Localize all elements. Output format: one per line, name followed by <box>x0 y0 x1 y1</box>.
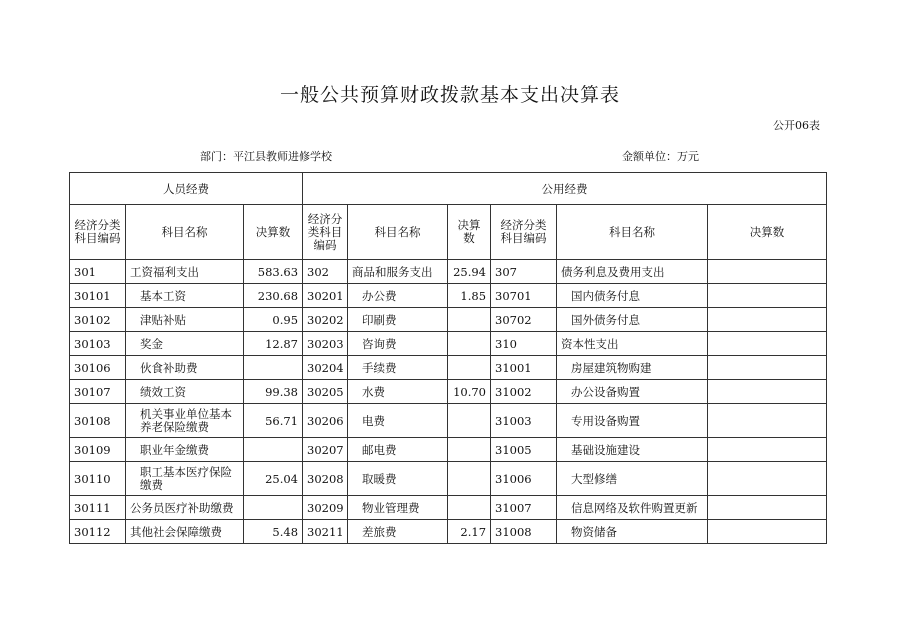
name-cell: 差旅费 <box>348 520 448 544</box>
code-cell: 307 <box>491 260 557 284</box>
table-row <box>70 496 827 520</box>
name-cell: 公务员医疗补助缴费 <box>126 496 244 520</box>
unit-label: 金额单位：万元 <box>622 150 699 163</box>
table-row <box>70 462 827 496</box>
amount-cell <box>708 438 827 462</box>
name-cell: 伙食补助费 <box>126 356 244 380</box>
amount-cell <box>708 308 827 332</box>
amount-cell: 25.94 <box>448 260 491 284</box>
code-cell: 30112 <box>70 520 126 544</box>
code-cell: 30110 <box>70 462 126 496</box>
group-personnel: 人员经费 <box>70 173 303 205</box>
name-cell: 绩效工资 <box>126 380 244 404</box>
code-cell: 31005 <box>491 438 557 462</box>
table-row <box>70 260 827 284</box>
name-cell: 房屋建筑物购建 <box>557 356 708 380</box>
name-cell: 物资储备 <box>557 520 708 544</box>
name-cell: 国内债务付息 <box>557 284 708 308</box>
code-cell: 30702 <box>491 308 557 332</box>
name-cell: 专用设备购置 <box>557 404 708 438</box>
group-public: 公用经费 <box>303 173 827 205</box>
code-cell: 30203 <box>303 332 348 356</box>
name-cell: 资本性支出 <box>557 332 708 356</box>
code-cell: 31008 <box>491 520 557 544</box>
amount-cell: 583.63 <box>244 260 303 284</box>
table-row <box>70 356 827 380</box>
code-cell: 30109 <box>70 438 126 462</box>
amount-cell: 99.38 <box>244 380 303 404</box>
amount-cell <box>244 438 303 462</box>
code-cell: 30208 <box>303 462 348 496</box>
name-cell: 印刷费 <box>348 308 448 332</box>
code-cell: 30108 <box>70 404 126 438</box>
amount-cell <box>448 332 491 356</box>
header-amount: 决算数 <box>708 205 827 260</box>
amount-cell <box>448 356 491 380</box>
name-cell: 大型修缮 <box>557 462 708 496</box>
code-cell: 31007 <box>491 496 557 520</box>
table-row <box>70 332 827 356</box>
amount-cell <box>708 496 827 520</box>
name-cell: 办公设备购置 <box>557 380 708 404</box>
header-amount: 决算数 <box>244 205 303 260</box>
amount-cell <box>244 496 303 520</box>
code-cell: 301 <box>70 260 126 284</box>
header-name: 科目名称 <box>348 205 448 260</box>
header-code: 经济分类科目编码 <box>70 205 126 260</box>
table-row <box>70 284 827 308</box>
table-row <box>70 380 827 404</box>
name-cell: 国外债务付息 <box>557 308 708 332</box>
name-cell: 取暖费 <box>348 462 448 496</box>
amount-cell <box>708 332 827 356</box>
code-cell: 30701 <box>491 284 557 308</box>
name-cell: 商品和服务支出 <box>348 260 448 284</box>
header-code: 经济分类科目编码 <box>303 205 348 260</box>
code-cell: 30204 <box>303 356 348 380</box>
amount-cell: 56.71 <box>244 404 303 438</box>
name-cell: 工资福利支出 <box>126 260 244 284</box>
code-cell: 302 <box>303 260 348 284</box>
amount-cell <box>708 404 827 438</box>
amount-cell <box>708 356 827 380</box>
name-cell: 津贴补贴 <box>126 308 244 332</box>
header-name: 科目名称 <box>126 205 244 260</box>
amount-cell: 25.04 <box>244 462 303 496</box>
name-cell: 信息网络及软件购置更新 <box>557 496 708 520</box>
name-cell: 其他社会保障缴费 <box>126 520 244 544</box>
amount-cell <box>708 260 827 284</box>
amount-cell <box>708 520 827 544</box>
department-label: 部门：平江县教师进修学校 <box>200 150 332 163</box>
code-cell: 30211 <box>303 520 348 544</box>
name-cell: 职业年金缴费 <box>126 438 244 462</box>
code-cell: 30209 <box>303 496 348 520</box>
amount-cell: 1.85 <box>448 284 491 308</box>
name-cell: 邮电费 <box>348 438 448 462</box>
code-cell: 30101 <box>70 284 126 308</box>
code-cell: 30107 <box>70 380 126 404</box>
header-code: 经济分类科目编码 <box>491 205 557 260</box>
name-cell: 物业管理费 <box>348 496 448 520</box>
amount-cell: 230.68 <box>244 284 303 308</box>
amount-cell <box>708 380 827 404</box>
code-cell: 30202 <box>303 308 348 332</box>
name-cell: 机关事业单位基本养老保险缴费 <box>126 404 244 438</box>
amount-cell: 10.70 <box>448 380 491 404</box>
name-cell: 办公费 <box>348 284 448 308</box>
code-cell: 30102 <box>70 308 126 332</box>
code-cell: 30103 <box>70 332 126 356</box>
amount-cell <box>244 356 303 380</box>
code-cell: 31002 <box>491 380 557 404</box>
name-cell: 基础设施建设 <box>557 438 708 462</box>
name-cell: 债务利息及费用支出 <box>557 260 708 284</box>
amount-cell: 12.87 <box>244 332 303 356</box>
amount-cell: 5.48 <box>244 520 303 544</box>
amount-cell <box>448 404 491 438</box>
header-name: 科目名称 <box>557 205 708 260</box>
code-cell: 30106 <box>70 356 126 380</box>
code-cell: 31001 <box>491 356 557 380</box>
table-row <box>70 438 827 462</box>
amount-cell <box>448 496 491 520</box>
amount-cell <box>448 308 491 332</box>
code-cell: 30205 <box>303 380 348 404</box>
table-row <box>70 404 827 438</box>
amount-cell <box>448 462 491 496</box>
name-cell: 奖金 <box>126 332 244 356</box>
name-cell: 水费 <box>348 380 448 404</box>
name-cell: 基本工资 <box>126 284 244 308</box>
code-cell: 31003 <box>491 404 557 438</box>
amount-cell: 0.95 <box>244 308 303 332</box>
table-row <box>70 520 827 544</box>
expenditure-table <box>69 172 827 544</box>
code-cell: 30207 <box>303 438 348 462</box>
code-cell: 31006 <box>491 462 557 496</box>
header-amount: 决算数 <box>448 205 491 260</box>
code-cell: 30206 <box>303 404 348 438</box>
amount-cell <box>708 462 827 496</box>
code-cell: 30201 <box>303 284 348 308</box>
name-cell: 手续费 <box>348 356 448 380</box>
amount-cell <box>708 284 827 308</box>
table-body <box>70 260 827 544</box>
name-cell: 电费 <box>348 404 448 438</box>
code-cell: 310 <box>491 332 557 356</box>
amount-cell: 2.17 <box>448 520 491 544</box>
form-number: 公开06表 <box>773 119 820 132</box>
name-cell: 咨询费 <box>348 332 448 356</box>
page-title: 一般公共预算财政拨款基本支出决算表 <box>279 84 620 106</box>
name-cell: 职工基本医疗保险缴费 <box>126 462 244 496</box>
amount-cell <box>448 438 491 462</box>
table-row <box>70 308 827 332</box>
code-cell: 30111 <box>70 496 126 520</box>
